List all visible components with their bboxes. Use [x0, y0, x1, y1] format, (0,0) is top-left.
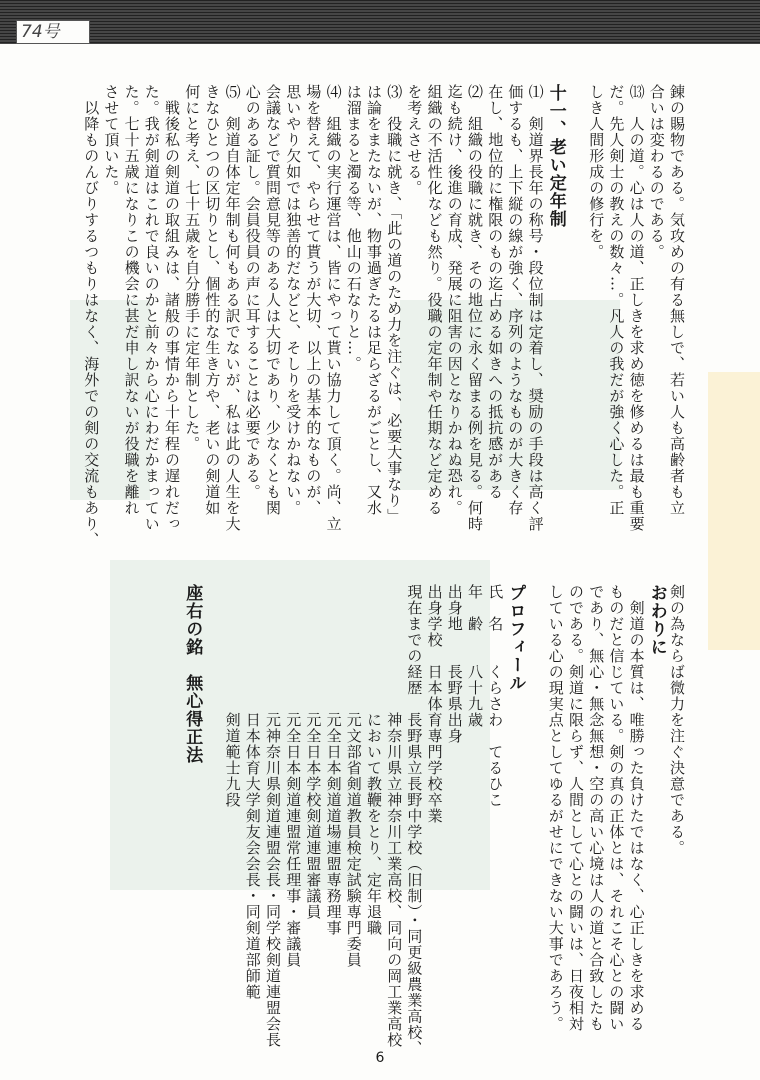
lower-line: のである。剣道に限らず、人間として心との闘いは、日夜相対 — [567, 584, 585, 1032]
upper-line: ⑸ 剣道自体定年制も何もある訳でないが、私は此の人生を大 — [223, 84, 242, 532]
upper-line: 何にと考え、七十五歳を自分勝手に定年制とした。 — [183, 84, 202, 452]
lower-line: であり、無心・無念無想・空の高い心境は人の道と合致したも — [587, 584, 606, 1032]
upper-line: 組織の不活性化なども然り。役職の定年制や任期など定める — [425, 84, 444, 516]
lower-line: 神奈川県立神奈川工業高校、同向の岡工業高校 — [385, 584, 404, 1048]
upper-line: 場を替えて、やらせて貰うが大切、以上の基本的なものが、 — [304, 84, 323, 516]
upper-line: た。我が剣道はこれで良いのかと前々から心にわだかまってい — [142, 84, 161, 532]
lower-line: 元全日本学校剣道連盟審議員 — [304, 584, 323, 920]
lower-line: 氏 名 くらさわ てるひこ — [486, 584, 505, 808]
lower-line: 日本体育大学剣友会会長・同剣道部師範 — [243, 584, 262, 1000]
lower-line: 元全日本剣道連盟常任理事・審議員 — [284, 584, 303, 968]
upper-line: だ。先人剣士の教えの数々…。凡人の我だが強く心した。正 — [607, 84, 626, 516]
issue-number: 74号 — [16, 20, 90, 44]
lower-line: 剣道の本質は、唯勝った負けたではなく、心正しきを求める — [627, 584, 646, 1032]
upper-line: しき人間形成の修行を。 — [587, 84, 606, 260]
upper-line: を考えさせる。 — [405, 84, 424, 196]
upper-line: 思いやり欠如では独善的だなどと、そしりを受けかねない。 — [284, 84, 303, 516]
lower-line: 年 齢 八十九歳 — [466, 584, 484, 728]
lower-line: 出身地 長野県出身 — [445, 584, 464, 744]
upper-line: 在し、地位的に権限のもの迄占める如きへの抵抗感がある — [486, 84, 505, 500]
upper-line: きなひとつの区切りとし、個性的な生き方や、老いの剣道如 — [203, 84, 222, 516]
lower-line: 座右の銘 無心得正法 — [182, 584, 203, 764]
lower-line: 元全日本剣道道場連盟専務理事 — [324, 584, 343, 936]
upper-line: 十一、老い定年制 — [545, 84, 566, 228]
upper-line: ⒀ 人の道。心は人の道、正しきを求め徳を修めるは最も重要 — [627, 84, 646, 532]
upper-line: させて頂いた。 — [102, 84, 121, 196]
lower-line: おわりに — [646, 584, 667, 656]
upper-line: ⑴ 剣道界長年の称号・段位制は定着し、奨励の手段は高く評 — [526, 84, 545, 532]
header-bar — [0, 0, 760, 44]
lower-line: 元文部省剣道教員検定試験専門委員 — [344, 584, 363, 968]
upper-line: は溜まると濁る等、他山の石なりと…。 — [344, 84, 363, 372]
lower-line: プロフィール — [505, 584, 526, 692]
margin-tab — [708, 372, 760, 650]
lower-line: 元神奈川県剣道連盟会長・同学校剣道連盟会長 — [264, 584, 282, 1048]
lower-line: 剣道範士九段 — [223, 584, 242, 808]
upper-line: 錬の賜物である。気攻めの有る無しで、若い人も高齢者も立 — [668, 84, 686, 516]
upper-line: 会議などで質問意見等のある人は大切であり、少なくとも関 — [264, 84, 282, 516]
upper-line: た。七十五歳になりこの機会に甚だ申し訳ないが役職を離れ — [122, 84, 141, 516]
lower-line: 剣の為ならば微力を注ぐ決意である。 — [668, 584, 686, 856]
upper-line: ⑷ 組織の実行運営は、皆にやって貰い協力して頂く。尚、立 — [324, 84, 343, 532]
upper-line: 戦後私の剣道の取組みは、諸般の事情から十年程の遅れだっ — [163, 84, 181, 532]
upper-line: 価するも、上下縦の線が強く、序列のようなものが大きく存 — [506, 84, 525, 516]
lower-line: において教鞭をとり、定年退職 — [365, 584, 383, 936]
upper-line: 迄も続け、後進の育成、発展に阻害の因となりかねぬ恐れ。 — [445, 84, 464, 516]
upper-line: 合いは変わるのである。 — [647, 84, 666, 260]
upper-line: は論をまたないが、物事過ぎたるは足らざるがごとし、又水 — [365, 84, 383, 516]
lower-line: している心の現実点としてゆるがせにできない大事であろう。 — [546, 584, 565, 1032]
page-number: 6 — [375, 1050, 385, 1066]
upper-line: ⑵ 組織の役職に就き、その地位に永く留まる例を見る。何時 — [466, 84, 484, 532]
upper-line: 心のある証し。会員役員の声に耳することは必要である。 — [243, 84, 262, 500]
upper-line: 以降ものんびりするつもりはなく、海外での剣の交流もあり、 — [82, 84, 101, 548]
lower-line: 現在までの経歴 長野県立長野中学校（旧制）・同更級農業高校、 — [405, 584, 424, 1057]
lower-line: ものだと信じている。剣の真の正体とは、それこそ心との闘い — [607, 584, 626, 1032]
lower-line: 出身学校 日本体育専門学校卒業 — [425, 584, 444, 824]
upper-line: ⑶ 役職に就き、「此の道のため力を注ぐは、必要大事なり」 — [385, 84, 404, 525]
